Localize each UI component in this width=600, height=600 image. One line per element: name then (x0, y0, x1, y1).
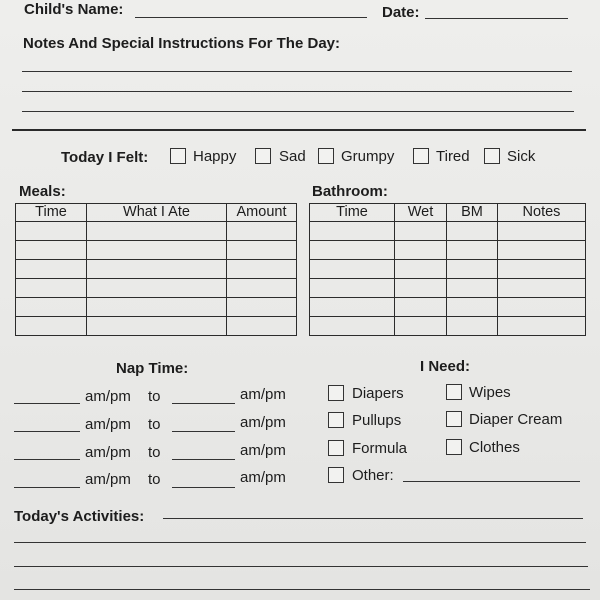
table-row (16, 279, 297, 298)
table-cell[interactable] (310, 260, 395, 279)
bathroom-col-time: Time (310, 204, 395, 222)
checkbox-diaper-cream[interactable] (446, 411, 462, 427)
table-row (310, 241, 586, 260)
table-cell[interactable] (310, 222, 395, 241)
need-wipes-label: Wipes (469, 384, 511, 401)
option-tired-label: Tired (436, 148, 470, 165)
table-cell[interactable] (227, 298, 297, 317)
nap-ampm-label: am/pm (240, 469, 286, 486)
need-other-field[interactable] (403, 481, 580, 482)
nap-ampm-label: am/pm (85, 444, 131, 461)
checkbox-tired[interactable] (413, 148, 429, 164)
activities-label: Today's Activities: (14, 508, 145, 525)
table-cell[interactable] (395, 279, 447, 298)
need-other-label: Other: (352, 467, 394, 484)
meals-col-amount: Amount (227, 204, 297, 222)
table-cell[interactable] (87, 317, 227, 336)
nap-ampm-label: am/pm (85, 416, 131, 433)
table-cell[interactable] (16, 260, 87, 279)
meals-col-time: Time (16, 204, 87, 222)
table-cell[interactable] (447, 279, 498, 298)
table-row (16, 241, 297, 260)
checkbox-formula[interactable] (328, 440, 344, 456)
table-row (16, 317, 297, 336)
checkbox-grumpy[interactable] (318, 148, 334, 164)
bathroom-table (309, 203, 586, 336)
nap-end-4[interactable] (172, 487, 235, 488)
table-cell[interactable] (498, 298, 586, 317)
table-cell[interactable] (227, 317, 297, 336)
need-diapers-label: Diapers (352, 385, 404, 402)
date-label: Date: (382, 4, 420, 21)
notes-label: Notes And Special Instructions For The Day: (23, 35, 340, 52)
table-cell[interactable] (395, 317, 447, 336)
table-row (310, 298, 586, 317)
nap-ampm-label: am/pm (240, 414, 286, 431)
notes-line-1[interactable] (22, 71, 572, 72)
nap-end-3[interactable] (172, 459, 235, 460)
notes-line-2[interactable] (22, 91, 572, 92)
nap-start-1[interactable] (14, 403, 80, 404)
checkbox-pullups[interactable] (328, 412, 344, 428)
meals-label: Meals: (19, 183, 66, 200)
checkbox-sad[interactable] (255, 148, 271, 164)
bathroom-col-notes: Notes (498, 204, 586, 222)
table-cell[interactable] (87, 298, 227, 317)
checkbox-sick[interactable] (484, 148, 500, 164)
nap-start-2[interactable] (14, 431, 80, 432)
need-pullups-label: Pullups (352, 412, 402, 429)
nap-ampm-label: am/pm (85, 471, 131, 488)
table-cell[interactable] (395, 260, 447, 279)
date-field[interactable] (425, 18, 568, 19)
table-cell[interactable] (447, 222, 498, 241)
table-row (16, 222, 297, 241)
option-grumpy-label: Grumpy (341, 148, 395, 165)
table-cell[interactable] (310, 241, 395, 260)
table-row (16, 298, 297, 317)
table-cell[interactable] (447, 241, 498, 260)
table-cell[interactable] (310, 317, 395, 336)
table-cell[interactable] (227, 241, 297, 260)
activities-line-3[interactable] (14, 566, 588, 567)
nap-ampm-label: am/pm (240, 386, 286, 403)
nap-time-label: Nap Time: (116, 360, 189, 377)
activities-line-2[interactable] (14, 542, 586, 543)
checkbox-clothes[interactable] (446, 439, 462, 455)
table-row (16, 260, 297, 279)
table-cell[interactable] (310, 279, 395, 298)
table-cell[interactable] (227, 279, 297, 298)
table-row (310, 260, 586, 279)
notes-line-3[interactable] (22, 111, 574, 112)
option-happy-label: Happy (193, 148, 237, 165)
table-cell[interactable] (16, 222, 87, 241)
table-cell[interactable] (310, 298, 395, 317)
checkbox-diapers[interactable] (328, 385, 344, 401)
table-cell[interactable] (395, 241, 447, 260)
table-cell[interactable] (498, 279, 586, 298)
table-cell[interactable] (498, 241, 586, 260)
activities-line-1[interactable] (163, 518, 583, 519)
checkbox-happy[interactable] (170, 148, 186, 164)
nap-ampm-label: am/pm (85, 388, 131, 405)
table-cell[interactable] (498, 317, 586, 336)
table-row (310, 317, 586, 336)
table-cell[interactable] (16, 298, 87, 317)
bathroom-col-wet: Wet (395, 204, 447, 222)
nap-to-label: to (148, 416, 161, 433)
option-sad-label: Sad (279, 148, 306, 165)
nap-start-4[interactable] (14, 487, 80, 488)
table-cell[interactable] (227, 222, 297, 241)
meals-table (15, 203, 297, 336)
table-cell[interactable] (87, 260, 227, 279)
table-cell[interactable] (87, 241, 227, 260)
nap-ampm-label: am/pm (240, 442, 286, 459)
table-cell[interactable] (87, 279, 227, 298)
nap-end-1[interactable] (172, 403, 235, 404)
table-cell[interactable] (395, 222, 447, 241)
need-diaper-cream-label: Diaper Cream (469, 411, 563, 428)
meals-col-what-i-ate: What I Ate (87, 204, 227, 222)
table-cell[interactable] (447, 317, 498, 336)
checkbox-other[interactable] (328, 467, 344, 483)
bathroom-label: Bathroom: (312, 183, 388, 200)
option-sick-label: Sick (507, 148, 536, 165)
nap-to-label: to (148, 471, 161, 488)
nap-to-label: to (148, 388, 161, 405)
section-divider (12, 129, 586, 131)
bathroom-col-bm: BM (447, 204, 498, 222)
table-cell[interactable] (227, 260, 297, 279)
table-cell[interactable] (16, 317, 87, 336)
table-cell[interactable] (395, 298, 447, 317)
table-row (310, 279, 586, 298)
table-cell[interactable] (498, 222, 586, 241)
checkbox-wipes[interactable] (446, 384, 462, 400)
child-name-label: Child's Name: (24, 1, 124, 18)
nap-start-3[interactable] (14, 459, 80, 460)
table-cell[interactable] (87, 222, 227, 241)
today-i-felt-label: Today I Felt: (61, 149, 149, 166)
table-cell[interactable] (447, 298, 498, 317)
nap-to-label: to (148, 444, 161, 461)
table-cell[interactable] (498, 260, 586, 279)
need-formula-label: Formula (352, 440, 408, 457)
table-row (310, 222, 586, 241)
need-clothes-label: Clothes (469, 439, 520, 456)
table-cell[interactable] (447, 260, 498, 279)
child-name-field[interactable] (135, 17, 367, 18)
i-need-label: I Need: (420, 358, 471, 375)
activities-line-4[interactable] (14, 589, 590, 590)
table-cell[interactable] (16, 241, 87, 260)
nap-end-2[interactable] (172, 431, 235, 432)
table-cell[interactable] (16, 279, 87, 298)
